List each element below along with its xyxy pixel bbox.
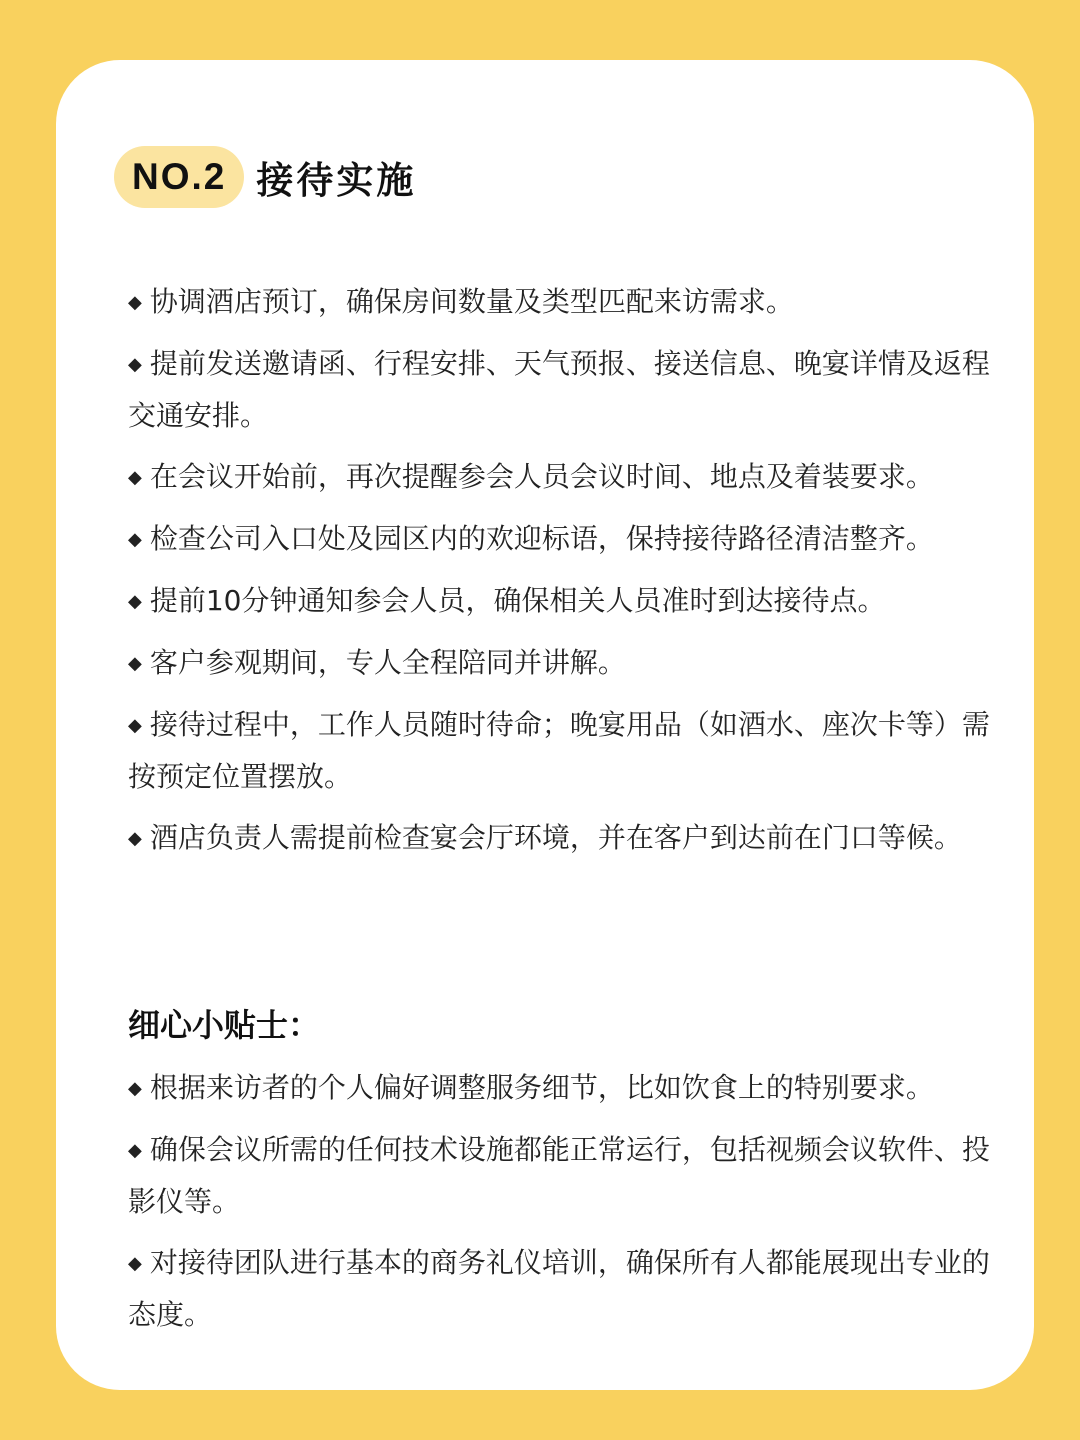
tips-list: [128, 1062, 1008, 1350]
list-item: ◆ 对接待团队进行基本的商务礼仪培训，确保所有人都能展现出专业的态度。: [128, 1246, 990, 1331]
diamond-bullet-icon: ◆: [128, 1078, 142, 1099]
diamond-bullet-icon: ◆: [128, 292, 142, 313]
list-item: ◆ 确保会议所需的任何技术设施都能正常运行，包括视频会议软件、投影仪等。: [128, 1133, 990, 1218]
diamond-bullet-icon: ◆: [128, 467, 142, 488]
list-item: ◆ 检查公司入口处及园区内的欢迎标语，保持接待路径清洁整齐。: [128, 522, 934, 555]
diamond-bullet-icon: ◆: [128, 1253, 142, 1274]
list-item: ◆ 接待过程中，工作人员随时待命；晚宴用品（如酒水、座次卡等）需按预定位置摆放。: [128, 708, 990, 793]
diamond-bullet-icon: ◆: [128, 529, 142, 550]
list-item: ◆ 提前发送邀请函、行程安排、天气预报、接送信息、晚宴详情及返程交通安排。: [128, 347, 990, 432]
diamond-bullet-icon: ◆: [128, 1140, 142, 1161]
diamond-bullet-icon: ◆: [128, 591, 142, 612]
list-item: ◆ 根据来访者的个人偏好调整服务细节，比如饮食上的特别要求。: [128, 1071, 934, 1104]
content-card: [56, 60, 1034, 1390]
diamond-bullet-icon: ◆: [128, 653, 142, 674]
diamond-bullet-icon: ◆: [128, 354, 142, 375]
tips-title: 细心小贴士：: [128, 1006, 321, 1044]
diamond-bullet-icon: ◆: [128, 828, 142, 849]
list-item: ◆ 客户参观期间，专人全程陪同并讲解。: [128, 646, 626, 679]
list-item: ◆ 提前10分钟通知参会人员，确保相关人员准时到达接待点。: [128, 584, 886, 617]
section-heading: [114, 146, 416, 208]
section-number-badge: NO.2: [114, 146, 244, 208]
diamond-bullet-icon: ◆: [128, 715, 142, 736]
section-title: 接待实施: [256, 159, 417, 202]
reception-steps-list: [128, 276, 1008, 874]
list-item: ◆ 酒店负责人需提前检查宴会厅环境，并在客户到达前在门口等候。: [128, 821, 962, 854]
list-item: ◆ 协调酒店预订，确保房间数量及类型匹配来访需求。: [128, 285, 794, 318]
list-item: ◆ 在会议开始前，再次提醒参会人员会议时间、地点及着装要求。: [128, 460, 934, 493]
